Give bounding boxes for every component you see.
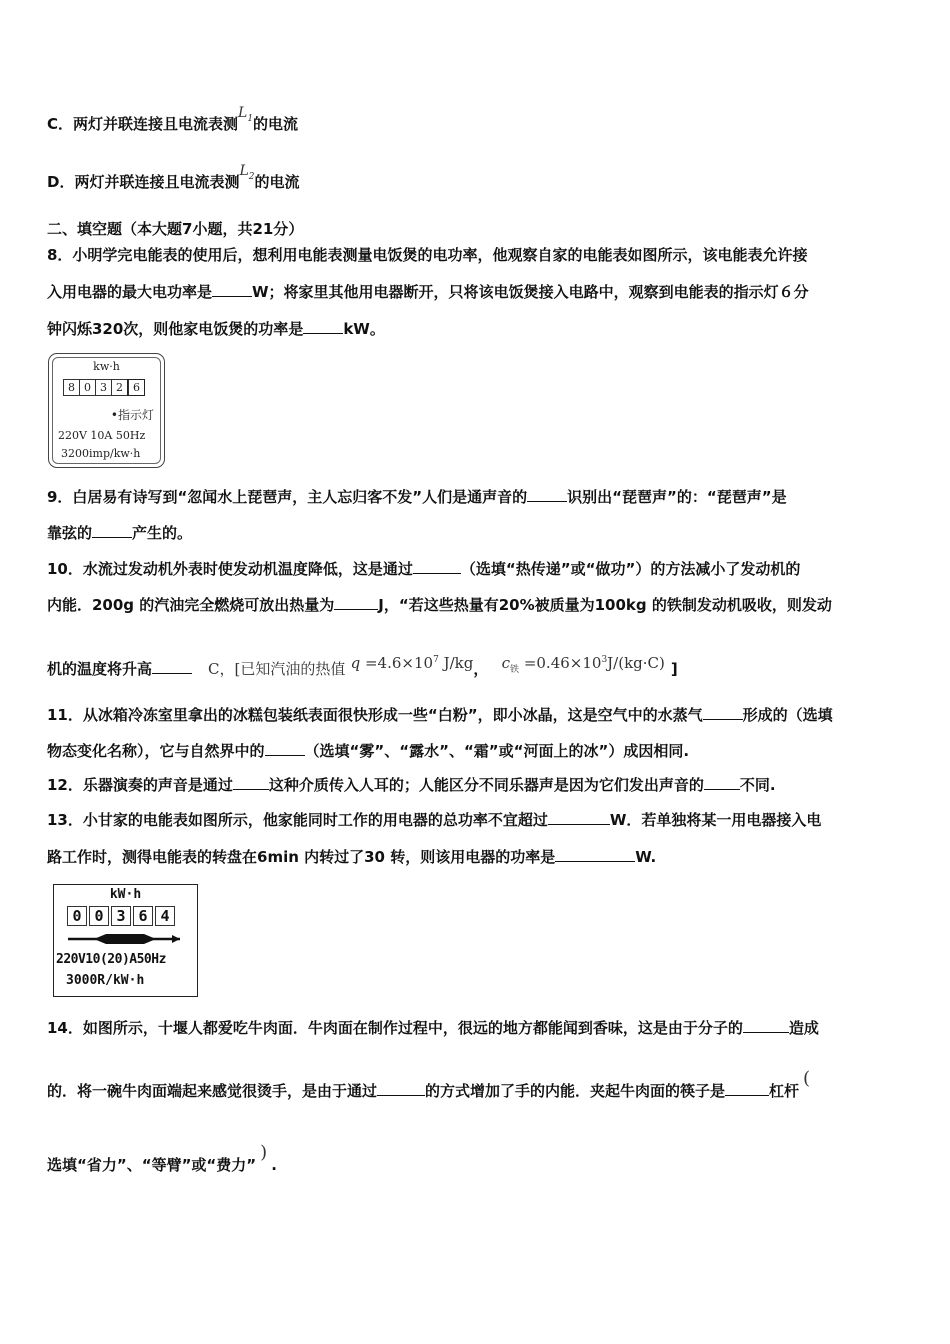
q9-line2: 靠弦的 产生的。 (47, 524, 193, 542)
energy-meter-figure-2 (53, 884, 198, 997)
answer-blank[interactable] (377, 1081, 425, 1096)
option-c: C．两灯并联连接且电流表测$L_1$的电流 (47, 105, 299, 133)
answer-blank[interactable] (413, 559, 461, 574)
q8-line2: 入用电器的最大电功率是 W；将家里其他用电器断开，只将该电饭煲接入电路中，观察到电能表的指示灯６分 (47, 283, 809, 301)
meter-digit: 3 (111, 906, 131, 926)
meter-digits (67, 906, 175, 926)
meter-digit: 0 (80, 380, 96, 395)
q10-line3: 机的温度将升高 C，[已知汽油的热值 $q =4.6\times 10^7$ J/kg， $c_铁 =0.46\times 10^3J/(kg\cdot C)$ ] (47, 654, 678, 678)
answer-blank[interactable] (212, 282, 252, 297)
q8-line3: 钟闪烁320次，则他家电饭煲的功率是 kW。 (47, 320, 385, 338)
meter-digit: 8 (64, 380, 80, 395)
answer-blank[interactable] (704, 775, 740, 790)
meter-digit: 2 (112, 380, 128, 395)
option-d: D．两灯并联连接且电流表测$L_2$的电流 (47, 163, 300, 191)
answer-blank[interactable] (152, 659, 192, 674)
answer-blank[interactable] (303, 319, 343, 334)
answer-blank[interactable] (725, 1081, 769, 1096)
meter-digit: 3 (96, 380, 112, 395)
answer-blank[interactable] (743, 1018, 789, 1033)
meter-digit: 6 (133, 906, 153, 926)
meter-spec: 220V 10A 50Hz (58, 429, 146, 442)
q13-line1: 13．小甘家的电能表如图所示，他家能同时工作的用电器的总功率不宜超过 W．若单独将某一用电器接入电 (47, 811, 822, 829)
q8-line1: 8．小明学完电能表的使用后，想利用电能表测量电饭煲的电功率，他观察自家的电能表如图所示，该电能表允许接 (47, 246, 808, 264)
gasoline-heat-value: $q =4.6\times 10^7$ J/kg (350, 654, 474, 672)
q14-line3: 选填“省力”、“等臂”或“费力”). (47, 1142, 277, 1174)
answer-blank[interactable] (555, 847, 635, 862)
meter-digit: 0 (67, 906, 87, 926)
meter-spec: 220V10(20)A50Hz (56, 952, 166, 967)
q11-line2: 物态变化名称），它与自然界中的 （选填“雾”、“露水”、“霜”或“河面上的冰”）成因相同. (47, 742, 690, 760)
meter-digit: 4 (155, 906, 175, 926)
answer-blank[interactable] (233, 775, 269, 790)
answer-blank[interactable] (527, 487, 567, 502)
energy-meter-figure-1 (48, 353, 165, 468)
answer-blank[interactable] (265, 741, 305, 756)
q10-line2: 内能．200g 的汽油完全燃烧可放出热量为 J，“若这些热量有20%被质量为100kg 的铁制发动机吸收，则发动 (47, 596, 832, 614)
answer-blank[interactable] (334, 595, 378, 610)
q9-line1: 9．白居易有诗写到“忽闻水上琵琶声，主人忘归客不发”人们是通声音的 识别出“琵琶声”的：“琵琶声”是 (47, 488, 787, 506)
meter-digit: 0 (89, 906, 109, 926)
q12-line: 12．乐器演奏的声音是通过 这种介质传入人耳的；人能区分不同乐器声是因为它们发出声音的 不同. (47, 776, 776, 794)
rotating-disc-icon (64, 931, 184, 947)
meter-constant: 3000R/kW·h (66, 973, 145, 988)
q14-line1: 14．如图所示，十堰人都爱吃牛肉面．牛肉面在制作过程中，很远的地方都能闻到香味，这是由于分子的 造成 (47, 1019, 819, 1037)
meter-unit: kW·h (109, 887, 142, 902)
meter-digit: 6 (128, 380, 144, 395)
q11-line1: 11．从冰箱冷冻室里拿出的冰糕包装纸表面很快形成一些“白粉”，即小冰晶，这是空气中的水蒸气 形成的（选填 (47, 706, 833, 724)
iron-specific-heat: $c_铁 =0.46\times 10^3J/(kg\cdot C)$ (501, 654, 665, 675)
l2-symbol: $L_2$ (239, 163, 255, 182)
q10-line1: 10．水流过发动机外表时使发动机温度降低，这是通过 （选填“热传递”或“做功”）的方法减小了发动机的 (47, 560, 801, 578)
meter-digits (63, 379, 145, 396)
answer-blank[interactable] (548, 810, 610, 825)
q14-line2: 的．将一碗牛肉面端起来感觉很烫手，是由于通过 的方式增加了手的内能．夹起牛肉面的筷子是 杠杆( (47, 1068, 811, 1100)
meter-constant: 3200imp/kw·h (61, 447, 141, 460)
answer-blank[interactable] (92, 523, 132, 538)
answer-blank[interactable] (703, 705, 743, 720)
indicator-light-label: •指示灯 (110, 408, 154, 422)
meter-unit: kw·h (93, 360, 120, 373)
q13-line2: 路工作时，测得电能表的转盘在6min 内转过了30 转，则该用电器的功率是 W. (47, 848, 657, 866)
l1-symbol: $L_1$ (238, 105, 254, 124)
section-title: 二、填空题（本大题7小题，共21分） (47, 220, 304, 238)
